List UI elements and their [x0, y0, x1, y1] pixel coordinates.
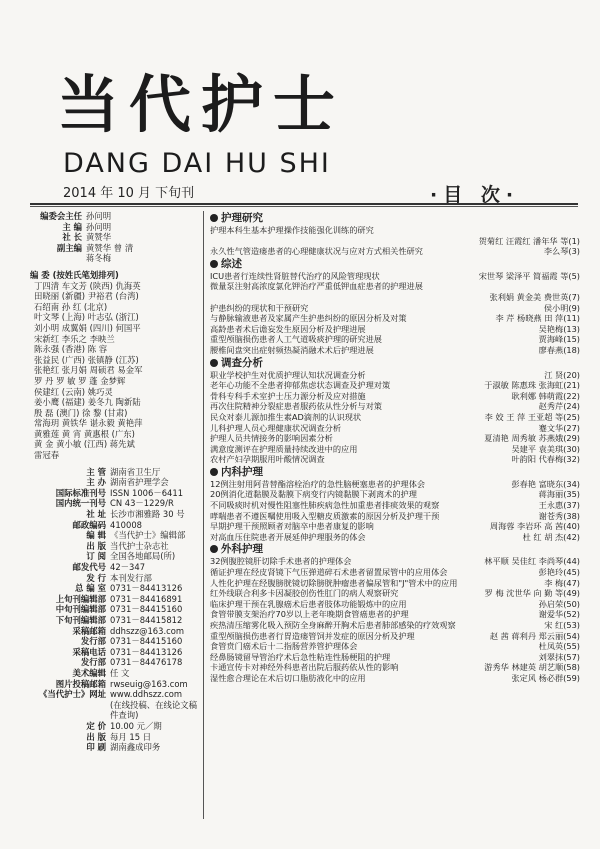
publisher-value: 0731－84416891	[110, 593, 183, 604]
publisher-key: 美术编辑	[72, 667, 106, 678]
publisher-key: 下旬刊编辑部	[55, 614, 106, 625]
toc-entry	[210, 588, 580, 599]
publisher-key: 发行部	[80, 657, 106, 668]
toc-entry-title: 32例腹腔镜肝切除手术患者的护理体会	[210, 556, 352, 567]
toc-entry-authors-page: 张定风 杨必群(59)	[511, 672, 580, 683]
toc-entry	[210, 500, 580, 511]
publisher-row	[30, 647, 200, 658]
toc-entry	[210, 391, 580, 402]
toc-entry-authors-page: 叶韵阳 代春梅(32)	[511, 454, 580, 465]
publisher-row	[30, 657, 200, 668]
publisher-key: 上旬刊编辑部	[55, 593, 106, 604]
publisher-key: 发行部	[80, 636, 106, 647]
toc-entry-title: 经鼻肠镜留导管治疗术后急性粘连性肠梗阻的护理	[210, 651, 391, 662]
publisher-value: 湖南鑫成印务	[110, 742, 161, 753]
publisher-row	[30, 583, 200, 594]
toc-entry-authors-page: 杜 红 胡 杰(42)	[522, 531, 580, 542]
toc-entry-authors-page: 江 贤(20)	[544, 369, 580, 380]
toc-entry-authors-page: 罗 梅 沈世华 向 勤 等(49)	[484, 588, 580, 599]
toc-entry-title: 与静脉输液患者及家属产生护患纠纷的原因分析及对策	[210, 313, 407, 324]
committee-row	[30, 211, 200, 222]
toc-entry	[210, 479, 580, 490]
top-rule	[30, 203, 578, 205]
committee-row	[30, 232, 200, 243]
section-heading	[210, 357, 580, 370]
toc-entry-authors-page: 宋世琴 梁泽平 简福霞 等(5)	[478, 270, 580, 281]
board-member-row: 黄雅莲 黄 宵 黄惠根 (广东)	[34, 428, 135, 439]
committee-block	[30, 211, 200, 264]
publisher-value: 10.00 元／期	[110, 720, 162, 731]
board-member-row: 刘小明 成翼娟 (四川) 何国平	[34, 322, 141, 333]
masthead-column	[30, 211, 200, 819]
toc-entry-title: 高龄患者术后谵妄发生原因分析及护理进展	[210, 323, 366, 334]
publisher-value: ddhszz@163.com	[110, 625, 185, 636]
toc-entry	[210, 444, 580, 455]
toc-entry	[210, 401, 580, 412]
toc-entry	[210, 556, 580, 567]
publisher-key: 定 价	[86, 720, 106, 731]
committee-row	[30, 253, 200, 264]
toc-entry-authors-page: 赵秀芹(24)	[538, 401, 580, 412]
toc-entry	[210, 652, 580, 663]
publisher-row	[30, 551, 200, 562]
toc-entry-title: 人性化护理在经腹膀胱镜切除膀胱肿瘤患者偏尿管和"J"管术中的应用	[210, 577, 458, 588]
publisher-row	[30, 700, 200, 721]
toc-entry-authors-page: 夏清艳 周秀敏 苏燕娥(29)	[484, 433, 580, 444]
committee-name: 孙问明	[86, 221, 112, 232]
board-member-row: 石绍南 孙 红 (北京)	[34, 301, 108, 312]
toc-entry-authors-page: 孙启荣(50)	[538, 598, 580, 609]
section-bullet-icon	[210, 214, 218, 222]
magazine-pinyin: DANG DAI HU SHI	[63, 148, 331, 179]
top-rule-thin	[30, 206, 578, 207]
toc-entry-authors-page: 杜凤英(55)	[538, 641, 580, 652]
board-member-row: 田晓丽 (新疆) 尹裕君 (台湾)	[34, 291, 139, 302]
publisher-key: 邮发代号	[72, 562, 106, 572]
toc-entry-authors-page: 于淑敏 陈惠珠 张海虹(21)	[484, 380, 580, 391]
section-title: 外科护理	[221, 543, 263, 556]
publisher-value: 湖南省卫生厅	[110, 466, 161, 477]
publisher-value: 0731－84476178	[110, 657, 183, 668]
toc-entry-authors-page: 彭春艳 富晓东(34)	[511, 478, 580, 489]
board-member-row: 殷 磊 (澳门) 徐 黎 (甘肃)	[34, 407, 128, 418]
publisher-key: 出 版	[86, 731, 106, 742]
publisher-value: 0731－84415812	[110, 614, 183, 625]
toc-entry-title: 再次住院精神分裂症患者服药依从性分析与对策	[210, 401, 382, 412]
committee-name: 孙问明	[86, 211, 112, 221]
section-bullet-icon	[210, 545, 218, 553]
toc-entry-authors-page: 林平顺 吴佳红 李尚琴(44)	[484, 556, 580, 567]
publisher-value: 《当代护士》编辑部	[110, 530, 186, 541]
publisher-row	[30, 467, 200, 478]
board-member-row: 叶文琴 (上海) 叶志弘 (浙江)	[34, 312, 139, 323]
committee-role: 编委会主任	[40, 211, 82, 221]
toc-entry-title: 农村产妇孕期服用叶酸情况调查	[210, 454, 325, 465]
contents-heading: ·目 次·	[430, 184, 520, 206]
committee-name: 黄赞华	[86, 232, 112, 243]
publisher-row	[30, 636, 200, 647]
publisher-key: 出 版	[86, 540, 106, 551]
publisher-value: (在线投稿、在线论文稿件查询)	[110, 699, 198, 721]
section-bullet-icon	[210, 468, 218, 476]
toc-entry	[210, 662, 580, 673]
toc-entry-title: 疾热清压缩雾化吸入预防全身麻醉开胸术后患者肺部感染的疗效观察	[210, 620, 456, 630]
toc-entry-authors-page: 吴建平 袁美琪(30)	[511, 443, 580, 454]
board-member-row: 陈永强 (香港) 陈 容	[34, 344, 108, 355]
committee-role: 副主编	[56, 242, 82, 253]
toc-entry	[210, 521, 580, 532]
publisher-value: 42－347	[110, 562, 146, 572]
publisher-value: 湖南省护理学会	[110, 477, 169, 488]
toc-entry-authors-page: 谢苍秀(38)	[538, 510, 580, 521]
section-bullet-icon	[210, 260, 218, 268]
section-bullet-icon	[210, 359, 218, 367]
publisher-key: 发 行	[86, 572, 106, 583]
publisher-key: 采稿邮箱	[72, 625, 106, 636]
publisher-value: 当代护士杂志社	[110, 540, 169, 551]
publisher-key: 订 阅	[86, 551, 106, 562]
publisher-row	[30, 604, 200, 615]
toc-entry-title: 永久性气管造瘘患者的心理健康状况与应对方式相关性研究	[210, 246, 423, 257]
toc-entry-title: ICU患者行连续性肾脏替代治疗的风险管理现状	[210, 270, 380, 281]
publisher-row	[30, 573, 200, 584]
publisher-row	[30, 520, 200, 531]
issue-date: 2014 年 10 月 下旬刊	[63, 186, 195, 201]
toc-entry-authors-page: 蹇文华(27)	[538, 422, 580, 433]
toc-entry	[210, 511, 580, 522]
publisher-row	[30, 541, 200, 552]
board-member-row: 常海玥 黄铁华 谌永毅 黄艳萍	[34, 418, 143, 429]
toc-entry-authors-page: 贾海峰(15)	[538, 334, 580, 345]
board-member-row: 张益民 (广西) 张镇静 (江苏)	[34, 354, 139, 365]
toc-entry-authors-page: 贺菊红 汪霞红 潘年华 等(1)	[478, 235, 580, 246]
toc-entry-authors-page: 李 姣 王 萍 王亚超 等(25)	[484, 411, 580, 422]
toc-entry	[210, 578, 580, 589]
publisher-key: 社 址	[86, 509, 106, 520]
toc-entry-title: 老年心功能不全患者抑郁焦虑状态调查及护理对策	[210, 380, 391, 391]
publisher-value: 本刊发行部	[110, 572, 152, 583]
publisher-key: 邮政编码	[72, 519, 106, 530]
publisher-value: rwseuig@163.com	[110, 678, 188, 689]
committee-row	[30, 222, 200, 233]
toc-entry-authors-page: 李 芹 杨晓燕 田 萍(11)	[495, 313, 580, 324]
toc-entry-title: 护理本科生基本护理操作技能强化训练的研究	[210, 225, 374, 235]
toc-entry-title: 20例消化道黏膜及黏膜下病变行内镜黏膜下剥离术的护理	[210, 489, 417, 500]
publisher-value: 0731－84415160	[110, 604, 183, 615]
committee-role: 社 长	[62, 232, 82, 243]
publisher-value: 0731－84415160	[110, 636, 183, 647]
toc-entry-title: 循证护理在经皮肾镜下气压弹道碎石术患者留置尿管中的应用体会	[210, 567, 448, 578]
committee-role: 主 编	[62, 221, 82, 232]
editorial-board	[30, 270, 200, 461]
toc-entry-title: 护理人员共情接务的影响因素分析	[210, 433, 333, 444]
publisher-key: 国际标准刊号	[55, 487, 106, 498]
publisher-key	[30, 700, 106, 721]
publisher-row	[30, 509, 200, 520]
section-heading	[210, 466, 580, 479]
publisher-row	[30, 679, 200, 690]
toc-entry	[210, 599, 580, 610]
toc-entry-title: 哮喘患者不遵医嘱使用吸入型糖皮质激素的原因分析及护理干预	[210, 510, 440, 521]
toc-entry-title: 卡通宣传卡对神经外科患者出院后服药依从性的影响	[210, 662, 399, 673]
column-divider	[203, 211, 204, 819]
committee-name: 黄赞华 曾 清	[86, 242, 134, 253]
toc-entry	[210, 532, 580, 543]
publisher-row	[30, 626, 200, 637]
toc-entry	[210, 631, 580, 642]
toc-entry-title: 职业学校护生对优质护理认知状况调查分析	[210, 369, 366, 380]
toc-entry-authors-page: 刘翠抹(57)	[538, 651, 580, 662]
publisher-value: 长沙市湘雅路 30 号	[110, 509, 185, 520]
publisher-value: 任 文	[110, 667, 130, 678]
toc-entry	[210, 345, 580, 356]
toc-entry-authors-page: 张利娟 黄金美 费世英(7)	[489, 291, 580, 302]
toc-entry	[210, 303, 580, 314]
publisher-key: 主 办	[86, 477, 106, 488]
toc-entry	[210, 281, 580, 292]
publisher-key: 总 编 室	[75, 583, 106, 594]
publisher-row	[30, 742, 200, 753]
publisher-value: 410008	[110, 519, 142, 530]
toc-entry	[210, 225, 580, 236]
toc-entry-title: 护患纠纷的现状和干预研究	[210, 302, 309, 313]
toc-entry-title: 骨科专科手术室护士压力源分析及应对措施	[210, 390, 366, 401]
board-member-row: 侯建红 (云南) 姚巧灵	[34, 386, 113, 397]
toc-entry	[210, 370, 580, 381]
board-member-row: 姜小鹰 (福建) 姜冬九 陶新陆	[34, 397, 141, 408]
publisher-value: 0731－84413126	[110, 583, 183, 594]
toc-entry-title: 食管带膜支架治疗70岁以上老年晚期食管癌患者的护理	[210, 609, 409, 620]
committee-role	[30, 253, 82, 264]
toc-entry	[210, 567, 580, 578]
publisher-key: 中旬刊编辑部	[55, 604, 106, 615]
contents-column	[210, 211, 580, 684]
publisher-row	[30, 477, 200, 488]
toc-entry-title: 儿科护理人员心理健康状况调查分析	[210, 422, 342, 433]
toc-entry-authors-page: 耿利娜 韩萌霞(22)	[511, 390, 580, 401]
section-title: 护理研究	[221, 212, 263, 224]
publisher-key: 编 辑	[86, 530, 106, 541]
board-label: 编 委 (按姓氏笔划排列)	[30, 269, 119, 280]
toc-entry-authors-page: 宋 红(53)	[544, 620, 580, 630]
board-member-row: 罗 丹 罗 敏 罗 蓬 金梦辉	[34, 375, 126, 386]
publisher-row	[30, 530, 200, 541]
toc-entry	[210, 609, 580, 620]
toc-entry	[210, 620, 580, 631]
toc-entry	[210, 313, 580, 324]
toc-entry	[210, 673, 580, 684]
toc-entry	[210, 380, 580, 391]
publisher-value: CN 43－1229/R	[110, 498, 174, 509]
toc-entry-title: 民众对泰儿源加推生素AD滴剂的认识现状	[210, 411, 362, 422]
toc-entry	[210, 236, 580, 247]
publisher-key: 主 管	[86, 466, 106, 477]
section-heading	[210, 543, 580, 556]
toc-entry-title: 重型颅脑损伤患者人工气道吸痰护理的研究进展	[210, 334, 382, 345]
section-title: 内科护理	[221, 465, 263, 478]
toc-entry	[210, 433, 580, 444]
toc-entry-title: 12例注射用阿昔替酯溶栓治疗的急性脑梗塞患者的护理体会	[210, 478, 426, 489]
publisher-row	[30, 721, 200, 732]
committee-row	[30, 243, 200, 254]
committee-name: 蒋冬梅	[86, 253, 112, 264]
publisher-row	[30, 488, 200, 499]
section-heading	[210, 258, 580, 271]
toc-entry-title: 红外线联合利多卡因凝胶创伤性肛门的病人观察研究	[210, 588, 399, 599]
publisher-info	[30, 467, 200, 753]
toc-entry-authors-page: 彭艳玲(45)	[538, 567, 580, 578]
publisher-row	[30, 668, 200, 679]
publisher-value: 0731－84413126	[110, 646, 183, 657]
toc-entry	[210, 641, 580, 652]
toc-entry-title: 重型颅脑损伤患者行胃造瘘管饲并发症的原因分析及护理	[210, 630, 415, 641]
publisher-row	[30, 498, 200, 509]
publisher-key: 采稿电话	[72, 646, 106, 657]
toc-entry-authors-page: 谢爱华(52)	[538, 609, 580, 620]
publisher-value: 全国各地邮局(所)	[110, 551, 176, 562]
toc-entry	[210, 454, 580, 465]
toc-entry-title: 满意度测评在护理质量持续改进中的应用	[210, 443, 358, 454]
toc-entry-title: 早期护理干预照顾者对脑卒中患者康复的影响	[210, 521, 374, 532]
publisher-row	[30, 615, 200, 626]
section-title: 综述	[221, 257, 242, 270]
publisher-key: 图片投稿邮箱	[55, 678, 106, 689]
board-member-row: 张艳红 张月娟 周硕君 易金军	[34, 365, 143, 376]
toc-entry	[210, 334, 580, 345]
toc-entry-title: 腰椎间盘突出症射频热凝消融术术后护理进展	[210, 344, 374, 355]
board-member-row: 雷冠春	[34, 450, 60, 461]
toc-entry-authors-page: 蒋海丽(35)	[538, 489, 580, 500]
publisher-row	[30, 732, 200, 743]
publisher-value: ISSN 1006－6411	[110, 487, 184, 498]
toc-entry-authors-page: 赵 茜 蒋利丹 郑云丽(54)	[489, 630, 580, 641]
publisher-value: www.ddhszz.com	[110, 689, 183, 700]
toc-entry	[210, 246, 580, 257]
toc-entry-title: 不同吸痰时机对慢性阻塞性肺疾病急性加重患者排痰效果的观察	[210, 500, 440, 511]
publisher-row	[30, 562, 200, 573]
toc-entry-authors-page: 廖春燕(18)	[538, 344, 580, 355]
toc-entry-title: 临床护理干预在乳腺癌术后患者肢体功能锻炼中的应用	[210, 598, 407, 609]
toc-entry-title: 湿性愈合理论在术后切口脂肪液化中的应用	[210, 672, 366, 683]
magazine-title: 当代护士	[57, 68, 346, 141]
publisher-key: 印 刷	[86, 742, 106, 753]
toc-entry	[210, 412, 580, 423]
toc-entry-authors-page: 王永惠(37)	[538, 500, 580, 511]
toc-entry	[210, 292, 580, 303]
board-member-row: 丁四清 车文芳 (陕西) 仇海英	[34, 280, 141, 291]
section-title: 调查分析	[221, 356, 263, 369]
toc-entry	[210, 489, 580, 500]
publisher-key: 《当代护士》网址	[39, 689, 106, 700]
toc-entry-authors-page: 周海蓉 李岩环 高 茜(40)	[489, 521, 580, 532]
board-member-row: 宋新红 李乐之 李映兰	[34, 333, 115, 344]
publisher-value: 每月 15 日	[110, 731, 152, 742]
publisher-key: 国内统一刊号	[55, 498, 106, 509]
toc-entry-title: 对高血压住院患者开展延伸护理服务的体会	[210, 531, 366, 542]
toc-entry-authors-page: 李 梅(47)	[544, 577, 580, 588]
board-member-row: 黄 金 黄小敏 (江西) 蒋先斌	[34, 439, 135, 450]
toc-entry-authors-page: 侯小明(9)	[543, 302, 580, 313]
section-heading	[210, 212, 580, 225]
toc-entry-authors-page: 游秀华 林建英 胡艺顺(58)	[484, 662, 580, 673]
publisher-row	[30, 594, 200, 605]
toc-entry-authors-page: 李么琴(3)	[543, 246, 580, 257]
toc-entry	[210, 423, 580, 434]
toc-entry-title: 食管贲门癌术后十二指肠营养管护理体会	[210, 641, 358, 652]
toc-entry	[210, 324, 580, 335]
publisher-row	[30, 689, 200, 700]
toc-entry	[210, 271, 580, 282]
toc-entry-authors-page: 吴艳梅(13)	[538, 323, 580, 334]
toc-entry-title: 微量泵注射高浓度氯化钾治疗严重低钾血症患者的护理进展	[210, 281, 423, 292]
